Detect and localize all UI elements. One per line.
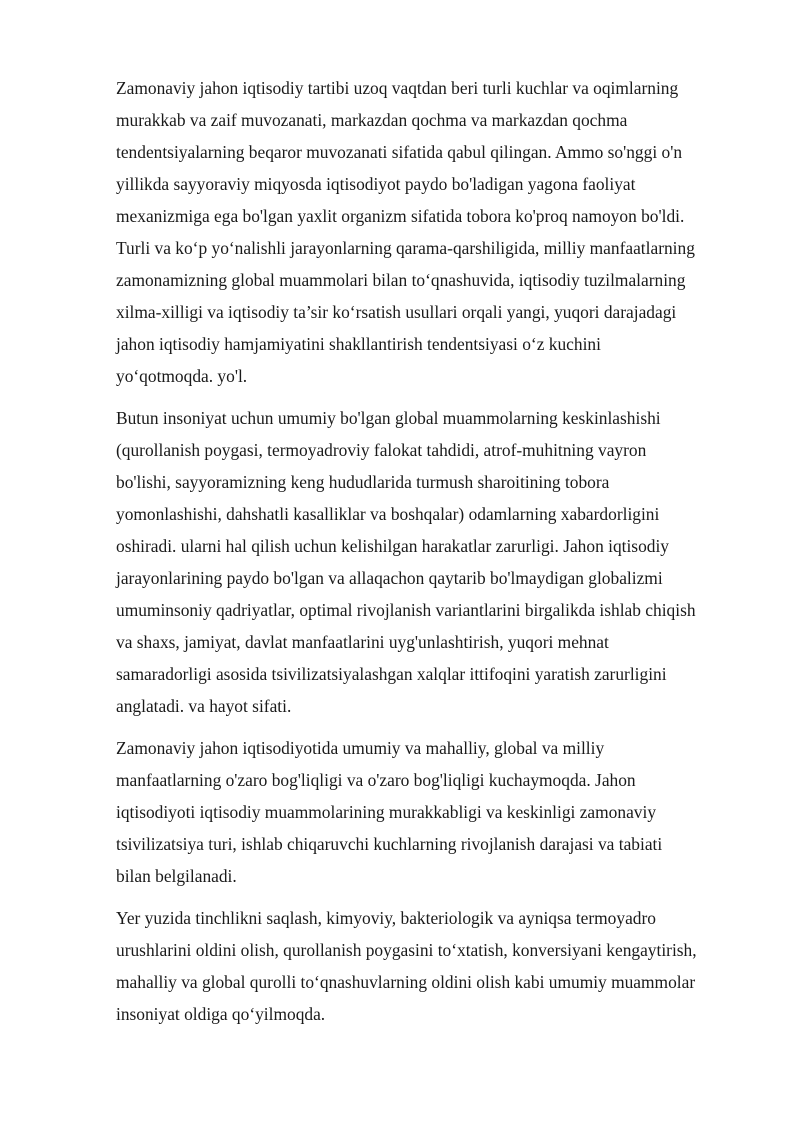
text-line: yo‘qotmoqda. yo'l. <box>116 366 248 386</box>
text-line: tsivilizatsiya turi, ishlab chiqaruvchi kuchlarning rivojlanish darajasi va tabiati <box>116 834 663 854</box>
text-line: manfaatlarning o'zaro bog'liqligi va o'zaro bog'liqligi kuchaymoqda. Jahon <box>116 770 636 790</box>
text-line: Turli va ko‘p yo‘nalishli jarayonlarning qarama-qarshiligida, milliy manfaatlarning <box>116 238 695 258</box>
text-line: yomonlashishi, dahshatli kasalliklar va boshqalar) odamlarning xabardorligini <box>116 504 660 524</box>
text-line: jahon iqtisodiy hamjamiyatini shakllantirish tendentsiyasi o‘z kuchini <box>116 334 601 354</box>
paragraph-3 <box>116 732 748 892</box>
text-line: mahalliy va global qurolli to‘qnashuvlarning oldini olish kabi umumiy muammolar <box>116 972 696 992</box>
text-line: Butun insoniyat uchun umumiy bo'lgan global muammolarning keskinlashishi <box>116 408 661 428</box>
text-line: Zamonaviy jahon iqtisodiy tartibi uzoq vaqtdan beri turli kuchlar va oqimlarning <box>116 78 679 98</box>
text-line: iqtisodiyoti iqtisodiy muammolarining murakkabligi va keskinligi zamonaviy <box>116 802 657 822</box>
text-line: zamonamizning global muammolari bilan to‘qnashuvida, iqtisodiy tuzilmalarning <box>116 270 686 290</box>
text-line: murakkab va zaif muvozanati, markazdan qochma va markazdan qochma <box>116 110 628 130</box>
text-line: tendentsiyalarning beqaror muvozanati sifatida qabul qilingan. Ammo so'nggi o'n <box>116 142 683 162</box>
text-line: samaradorligi asosida tsivilizatsiyalashgan xalqlar ittifoqini yaratish zarurligini <box>116 664 667 684</box>
text-line: xilma-xilligi va iqtisodiy ta’sir ko‘rsatish usullari orqali yangi, yuqori darajadagi <box>116 302 677 322</box>
paragraph-2 <box>116 402 748 722</box>
document-body <box>116 72 748 1040</box>
text-line: mexanizmiga ega bo'lgan yaxlit organizm sifatida tobora ko'proq namoyon bo'ldi. <box>116 206 685 226</box>
text-line: bo'lishi, sayyoramizning keng hududlarida turmush sharoitining tobora <box>116 472 610 492</box>
text-line: umuminsoniy qadriyatlar, optimal rivojlanish variantlarini birgalikda ishlab chiqish <box>116 600 696 620</box>
text-line: urushlarini oldini olish, qurollanish poygasini to‘xtatish, konversiyani kengaytirish, <box>116 940 697 960</box>
paragraph-1 <box>116 72 748 392</box>
text-line: va shaxs, jamiyat, davlat manfaatlarini uyg'unlashtirish, yuqori mehnat <box>116 632 609 652</box>
text-line: jarayonlarining paydo bo'lgan va allaqachon qaytarib bo'lmaydigan globalizmi <box>116 568 663 588</box>
text-line: yillikda sayyoraviy miqyosda iqtisodiyot paydo bo'ladigan yagona faoliyat <box>116 174 636 194</box>
text-line: anglatadi. va hayot sifati. <box>116 696 292 716</box>
text-line: oshiradi. ularni hal qilish uchun kelishilgan harakatlar zarurligi. Jahon iqtisodiy <box>116 536 669 556</box>
paragraph-4 <box>116 902 748 1030</box>
text-line: Yer yuzida tinchlikni saqlash, kimyoviy, bakteriologik va ayniqsa termoyadro <box>116 908 656 928</box>
text-line: bilan belgilanadi. <box>116 866 237 886</box>
text-line: (qurollanish poygasi, termoyadroviy falokat tahdidi, atrof-muhitning vayron <box>116 440 647 460</box>
text-line: Zamonaviy jahon iqtisodiyotida umumiy va mahalliy, global va milliy <box>116 738 605 758</box>
text-line: insoniyat oldiga qo‘yilmoqda. <box>116 1004 326 1024</box>
